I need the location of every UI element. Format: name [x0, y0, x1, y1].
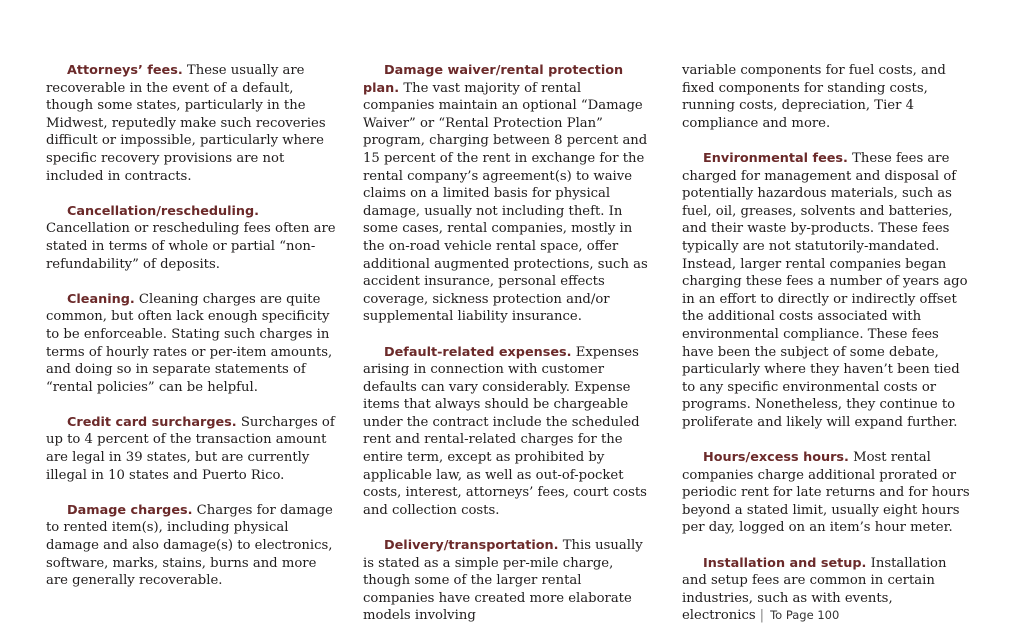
- entry-default-expenses: [363, 344, 655, 520]
- entry-credit-card: [46, 414, 338, 484]
- entry-heading: Cancellation/rescheduling.: [67, 203, 260, 219]
- entry-text: These fees are charged for management and disposal of potentially hazardous materials, such as fuel, oil, greases, solvents and batteries, and their waste by-products. These fees typically are not statutorily-mandated. Instead, larger rental companies began charging these fees a number of years ago in an effort to directly or indirectly offset the additional costs associated with environmental compliance. These fees have been the subject of some debate, particularly where they haven’t been tied to any specific environmental costs or programs. Nonetheless, they continue to proliferate and likely will expand further.: [682, 150, 968, 430]
- entry-heading: Credit card surcharges.: [67, 414, 237, 430]
- entry-text: Charges for damage to rented item(s), including physical damage and also damage(s) to electronics, software, marks, stains, burns and more are generally recoverable.: [46, 502, 333, 589]
- entry-attorneys-fees: [46, 62, 338, 185]
- entry-heading: Default-related expenses.: [384, 344, 572, 360]
- entry-heading: Attorneys’ fees.: [67, 63, 183, 78]
- entry-continuation: variable components for fuel costs, and fixed components for standing costs, running costs, depreciation, Tier 4 compliance and more.: [682, 63, 946, 131]
- entry-heading: Damage waiver/rental protection plan.: [363, 63, 624, 96]
- entry-installation: [682, 555, 974, 625]
- entry-text: Installation and setup fees are common in certain industries, such as with events, electronics: [682, 555, 947, 624]
- entry-environmental: [682, 150, 974, 432]
- entry-text: Cleaning charges are quite common, but often lack enough specificity to be enforceable. Stating such charges in terms of hourly rates or per-item amounts, and doing so in separate statements of “rental policies” can be helpful.: [46, 291, 333, 395]
- entry-heading: Delivery/transportation.: [384, 538, 559, 554]
- entry-text: This usually is stated as a simple per-mile charge, though some of the larger rental companies have created more elaborate models involving: [363, 538, 643, 624]
- entry-text: Surcharges of up to 4 percent of the transaction amount are legal in 39 states, but are currently illegal in 10 states and Puerto Rico.: [46, 414, 335, 483]
- entry-text: These usually are recoverable in the event of a default, though some states, particularly in the Midwest, reputedly make such recoveries difficult or impossible, particularly where specific recovery provisions are not included in contracts.: [46, 63, 326, 184]
- entry-heading: Damage charges.: [67, 502, 193, 518]
- entry-cancellation: [46, 203, 338, 273]
- column-1: [46, 62, 338, 590]
- footer-separator: |: [759, 608, 765, 624]
- entry-cleaning: [46, 291, 338, 397]
- column-3: [682, 62, 974, 625]
- entry-text: Cancellation or rescheduling fees often are stated in terms of whole or partial “non-refundability” of deposits.: [46, 221, 336, 272]
- entry-text: The vast majority of rental companies maintain an optional “Damage Waiver” or “Rental Protection Plan” program, charging between 8 percent and 15 percent of the rent in exchange for the rental company’s agreement(s) to waive claims on a limited basis for physical damage, usually not including theft. In some cases, rental companies, mostly in the on-road vehicle rental space, offer additional augmented protections, such as accident insurance, personal effects coverage, sickness protection and/or supplemental liability insurance.: [363, 80, 648, 325]
- entry-heading: Environmental fees.: [703, 150, 848, 166]
- entry-damage-charges: [46, 502, 338, 590]
- entry-hours: [682, 449, 974, 537]
- entry-heading: Installation and setup.: [703, 555, 867, 571]
- entry-text: Most rental companies charge additional prorated or periodic rent for late returns and for hours beyond a stated limit, usually eight hours per day, logged on an item’s hour meter.: [682, 450, 970, 536]
- entry-text: Expenses arising in connection with customer defaults can vary considerably. Expense items that always should be chargeable under the contract include the scheduled rent and rental-related charges for the entire term, except as prohibited by applicable law, as well as out-of-pocket costs, interest, attorneys’ fees, court costs and collection costs.: [363, 344, 647, 518]
- column-2: [363, 62, 655, 625]
- continued-page-link[interactable]: To Page 100: [770, 608, 840, 623]
- entry-delivery: [363, 537, 655, 625]
- entry-heading: Hours/excess hours.: [703, 450, 849, 466]
- entry-heading: Cleaning.: [67, 291, 135, 307]
- entry-damage-waiver: [363, 62, 655, 326]
